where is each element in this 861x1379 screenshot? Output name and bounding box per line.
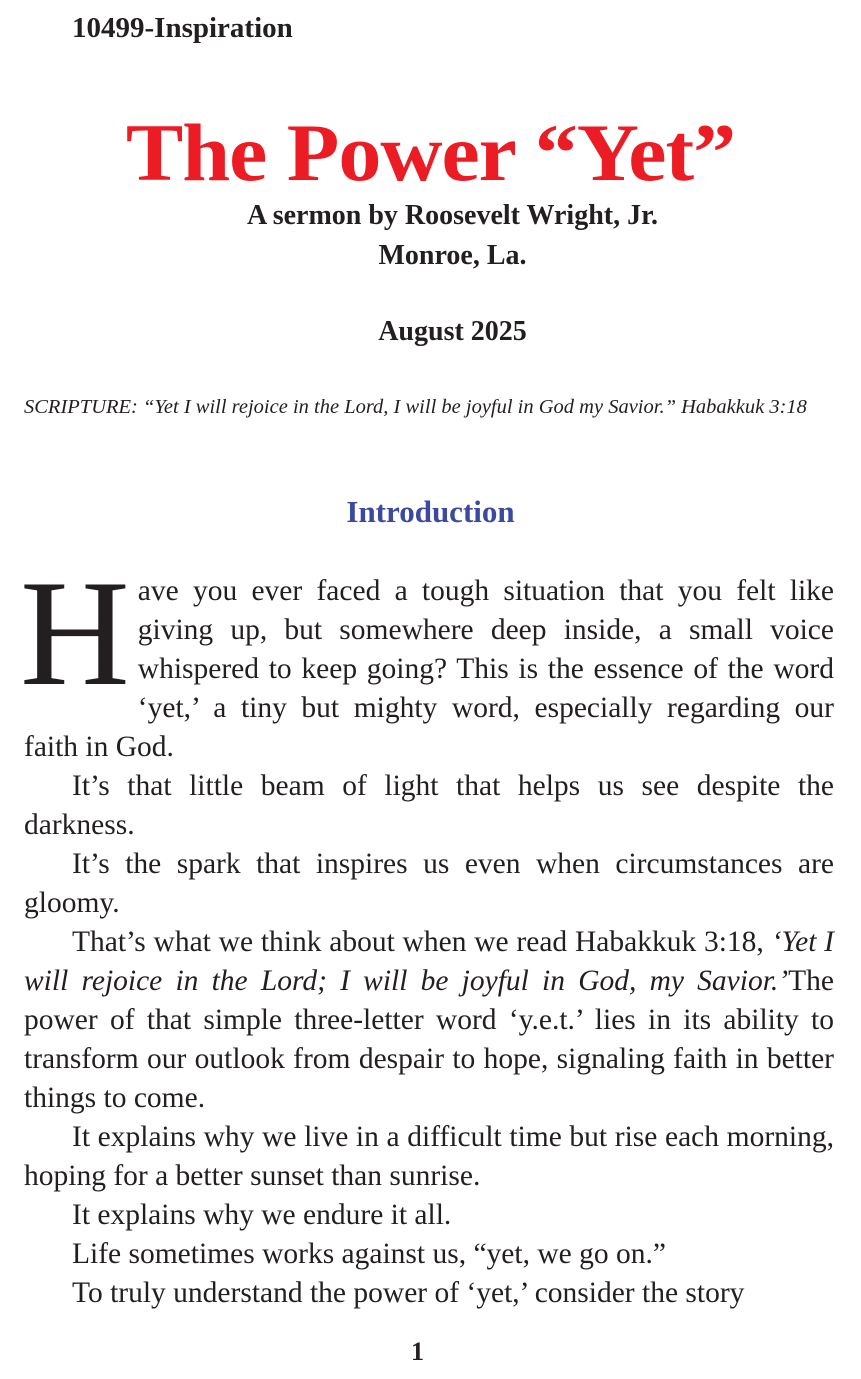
- sermon-title: The Power “Yet”: [125, 107, 736, 198]
- paragraph-6: It explains why we endure it all.: [72, 1199, 452, 1231]
- paragraph-2: It’s that little beam of light that helps us see despite the darkness.: [24, 770, 834, 841]
- location-line: Monroe, La.: [378, 240, 527, 271]
- section-heading: Introduction: [346, 494, 515, 529]
- paragraph-5: It explains why we live in a difficult time but rise each morning, hoping for a better sunset than sunrise.: [24, 1121, 834, 1192]
- paragraph-4-start: That’s what we think about when we read Habakkuk 3:18,: [72, 926, 772, 958]
- page-number: 1: [411, 1337, 424, 1366]
- series-label: 10499-Inspiration: [72, 12, 293, 44]
- paragraph-4-end: The power of that simple three-letter word ‘y.e.t.’ lies in its ability to transform our outlook from despair to hope, signaling faith in better things to come.: [24, 965, 834, 1114]
- paragraph-7: Life sometimes works against us, “yet, we go on.”: [72, 1238, 666, 1270]
- scripture-quote: ‘Yet I will rejoice in the Lord; I will be joyful in God, my Savior.’: [24, 926, 834, 997]
- sermon-body: [20, 549, 834, 1313]
- paragraph-1-text: ave you ever faced a tough situation that you felt like giving up, but somewhere deep inside, a small voice whispered to keep going? This is the essence of the word ‘yet,’ a tiny but mighty word, especially regarding our faith in God.: [24, 575, 834, 763]
- paragraph-1: [20, 549, 834, 767]
- paragraph-3: It’s the spark that inspires us even when circumstances are gloomy.: [24, 848, 834, 919]
- drop-cap: H: [20, 549, 130, 717]
- date-line: August 2025: [378, 316, 527, 347]
- author-line: A sermon by Roosevelt Wright, Jr.: [247, 200, 658, 231]
- paragraph-8: To truly understand the power of ‘yet,’ consider the story: [72, 1277, 745, 1309]
- paragraph-4: [24, 923, 834, 1118]
- scripture-reference: SCRIPTURE: “Yet I will rejoice in the Lord, I will be joyful in God my Savior.” Habakkuk 3:18: [24, 396, 807, 418]
